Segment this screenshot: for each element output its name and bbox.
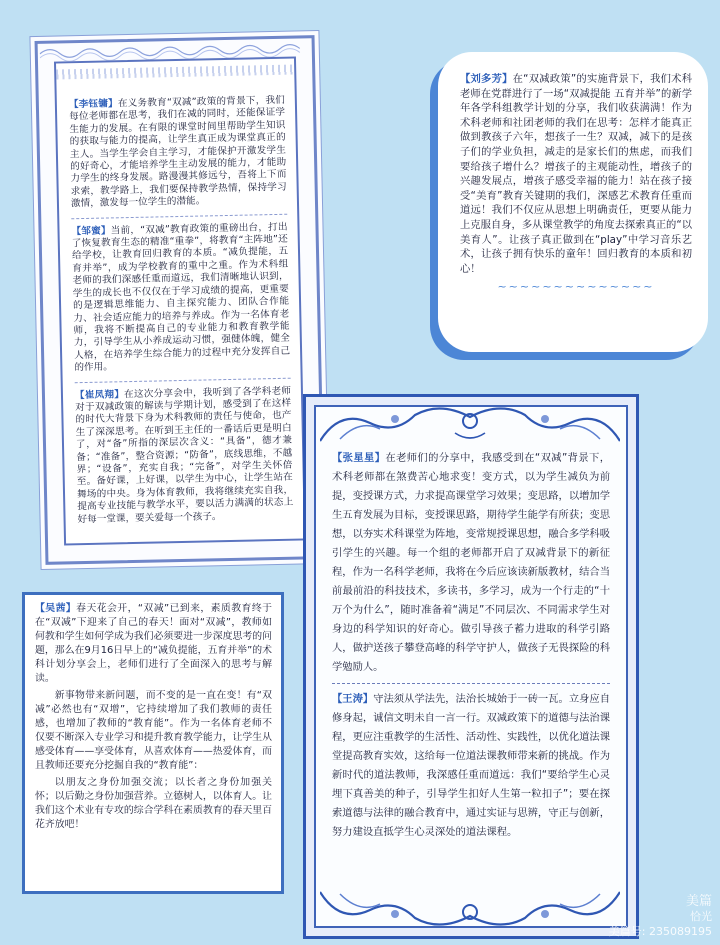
comment-paragraph: 以朋友之身份加强交流；以长者之身份加强关怀；以后勤之身份加强营养。立德树人，以体育人。让我们这个术业有专攻的综合学科在素质教育的春天里百花齐放吧！	[35, 777, 273, 830]
comment-text: 在义务教育“双减”政策的背景下，我们每位老师都在思考，我们在减的同时，还能保证学生能力的发展。在有限的课堂时间里帮助学生知识的获取与能力的提高，让学生真正成为课堂真正的主人。当学生学会自主学习，才能保护开激发学生的好奇心，才能培养学生主动发展的能力，才能助力学生的终身发展。路漫漫其修远兮，吾将上下而求索，教学路上，我们要保持教学热情，保持学习激情，激发每一位学生的潜能。	[69, 94, 287, 210]
divider	[75, 377, 291, 383]
meipian-watermark	[609, 894, 712, 939]
porcelain-ornament-top	[320, 403, 620, 445]
author-name: 【邹蜜】	[71, 225, 111, 237]
comment-li-yuyong	[69, 95, 287, 211]
comment-wu-qian	[35, 602, 272, 686]
divider	[332, 683, 610, 684]
author-name: 【崔凤翔】	[74, 388, 125, 401]
comment-text: 当前，“双减”教育政策的重磅出台，打出了恢复教育生态的精准“重拳”，将教育“主阵地”还给学校，让教育回归教育的本质。“减负提能，五育并举”，成为学校教育的重中之重。作为术科组老师的我们深感任重而道远，我们清晰地认识到，学生的成长也不仅仅在于学习成绩的提高，更重要的是逻辑思维能力、自主探究能力、团队合作能力、社会适应能力的培养与养成。作为一名体育老师，我将不断提高自己的专业能力和教育教学能力，引导学生从小养成运动习惯，强健体魄，健全人格，在培养学生综合能力的过程中充分发挥自己的作用。	[71, 221, 291, 374]
porcelain-ornament-bottom	[320, 888, 620, 930]
card-4-content	[332, 449, 610, 876]
article-card-3	[22, 592, 284, 894]
comment-wang-tao	[332, 690, 610, 842]
comment-text: 在这次分享会中，我听到了各学科老师对于双减政策的解读与学期计划，感受到了在这样的时代大背景下身为术科教师的责任与使命，也产生了深深思考。在听到王主任的一番话后更是明白了，对“备”所指的深层次含义：“具备”，德才兼备；“准备”，整合资源；“防备”，底线思维，不越界；“设备”，充实自我；“完备”，对学生关怀倍至。备好课，上好课，以学生为中心，让学生站在舞场的中央。身为体育教师，我将继续充实自我，提高专业技能与教学水平，要以活力满满的状态上好每一堂课，要关爱每一个孩子。	[75, 385, 294, 525]
author-name: 【吴茜】	[35, 603, 77, 614]
watermark-author: 恰光	[690, 910, 712, 923]
article-card-2	[438, 52, 708, 352]
comment-text: 守法须从学法先，法治长城始于一砖一瓦。立身应自修身起，诚信文明未自一言一行。双减政策下的道德与法治课程，更应注重教学的生活性、活动性、实践性，以优化道法课堂提高教育实效，这给每一位道法课教师带来新的挑战。作为新时代的道法教师，我深感任重而道远：我们“要给学生心灵埋下真善美的种子，引导学生扣好人生第一粒扣子”；要在探索道德与法律的融合教育中，通过实证与思辨，守正与创新，努力建设直抵学生心灵深处的道法课程。	[332, 693, 611, 838]
comment-zhang-xingxing	[332, 449, 610, 677]
divider	[71, 213, 287, 219]
comment-cui-fengxiang	[75, 385, 294, 526]
watermark-brand: 美篇	[685, 894, 712, 909]
author-name: 【刘多芳】	[460, 73, 513, 85]
article-card-1	[35, 35, 326, 565]
tilde-divider: ~~~~~~~~~~~~~~	[497, 280, 655, 294]
comment-text: 在老师们的分享中，我感受到在“双减”背景下，术科老师都在煞费苦心地求变！变方式，以为学生减负为前提，变授课方式，力求提高课堂学习效果；变思路，以增加学生五育发展为目标，变授课思路，期待学生能学有所获；变思想，以夯实术科课堂为阵地，变常规授课思想，融合多学科吸引学生的兴趣。每一个组的老师都开启了双减背景下的新征程，作为一名科学老师，我将在今后应该读新版教材，结合当前最前沿的科技技术，多读书，多学习，成为一个行走的“十万个为什么”，随时准备着“满足”不同层次、不同需求学生对身边的科学知识的好奇心。做引导孩子蓄力进取的科学引路人，做护送孩子攀登高峰的科学守护人，做孩子无畏探险的科学勉励人。	[332, 452, 611, 673]
comment-text: 在“双减政策”的实施背景下，我们术科老师在党群进行了一场“双减提能 五育并举”的新学年各学科组教学计划的分享，我们收获满满！作为术科老师和社团老师的我们在思考：怎样才能真正做到教孩子六年，想孩子一生？双减，减下的是孩子们的学业负担，减走的是家长们的焦虑，而我们要给孩子增什么？增孩子的主观能动性，增孩子的兴趣发展点，增孩子感受幸福的能力！站在孩子接受“美育”教育关键期的我们，深感艺术教育任重而道远！我们不仅应从思想上明确责任，更要从能力上克服自身，多从课堂教学的角度去探索真正的“以美育人”。让孩子真正做到在“play”中学习音乐艺术，让孩子拥有快乐的童年！回归教育的本质和初心！	[460, 73, 693, 275]
watermark-id: 美篇号: 235089195	[608, 925, 712, 938]
comment-text: 春天花会开，“双减”已到来，素质教育终于在“双减”下迎来了自己的春天！面对“双减”，教师如何教和学生如何学成为我们必须要进一步深度思考的问题，那么在9月16日早上的“减负提能，五育并举”的术科计划分享会上，老师们进行了全面深入的思考与解读。	[35, 603, 273, 684]
comment-zou-mi	[71, 221, 290, 374]
comment-liu-duofang	[460, 72, 692, 276]
card-1-content	[54, 57, 306, 546]
guilloche-band	[56, 65, 294, 80]
comment-paragraph: 新事物带来新问题，而不变的是一直在变！有“双减”必然也有“双增”，它持续增加了我们教师的责任感，也增加了教师的“教育能”。作为一名体育老师不仅要不断深入专业学习和提升教育教学能力，让学生从感受体育——享受体育，从喜欢体育——热爱体育，而且教师还要充分挖掘自我的“教育能”：	[35, 690, 273, 771]
article-card-4	[303, 394, 639, 939]
author-name: 【王涛】	[332, 693, 374, 705]
author-name: 【李钰镛】	[68, 98, 119, 111]
author-name: 【张星星】	[332, 452, 386, 464]
